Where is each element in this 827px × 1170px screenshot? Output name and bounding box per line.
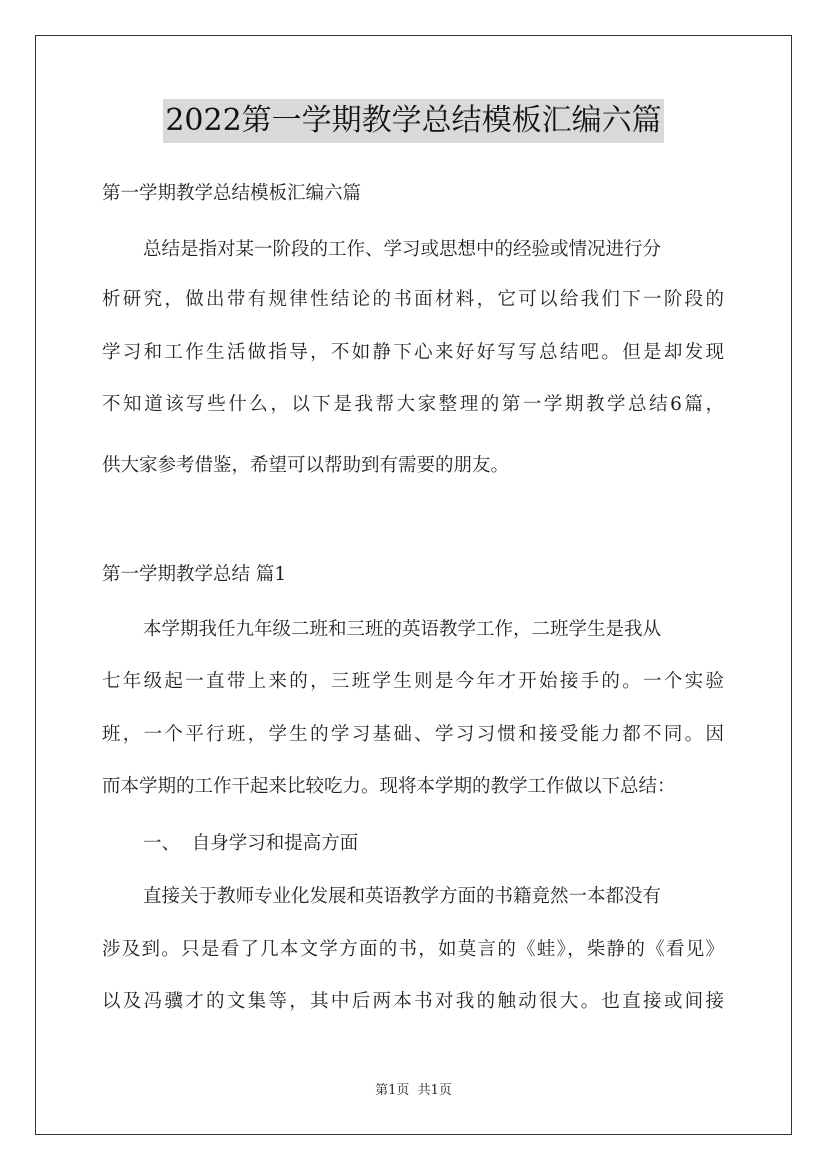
intro-paragraph-line: 不知道该写些什么，以下是我帮大家整理的第一学期教学总结6篇， [102,394,724,415]
intro-paragraph-line: 总结是指对某一阶段的工作、学习或思想中的经验或情况进行分 [143,239,662,260]
subheading: 一、 自身学习和提高方面 [143,833,359,854]
section-paragraph-line: 而本学期的工作干起来比较吃力。现将本学期的教学工作做以下总结： [102,776,676,797]
page-footer: 第1页 共1页 [375,1083,452,1098]
sub-paragraph-line: 直接关于教师专业化发展和英语教学方面的书籍竟然一本都没有 [143,886,662,907]
document-subtitle: 第一学期教学总结模板汇编六篇 [102,183,362,204]
intro-paragraph-line: 析研究，做出带有规律性结论的书面材料，它可以给我们下一阶段的 [102,289,724,310]
sub-paragraph-line: 以及冯骥才的文集等，其中后两本书对我的触动很大。也直接或间接 [102,991,724,1012]
section-heading: 第一学期教学总结 篇1 [102,564,287,585]
title-container [0,99,827,143]
section-paragraph-line: 本学期我任九年级二班和三班的英语教学工作，二班学生是我从 [143,619,662,640]
intro-paragraph-line: 学习和工作生活做指导，不如静下心来好好写写总结吧。但是却发现 [102,342,724,363]
intro-paragraph-line: 供大家参考借鉴，希望可以帮助到有需要的朋友。 [102,455,510,476]
sub-paragraph-line: 涉及到。只是看了几本文学方面的书，如莫言的《蛙》，柴静的《看见》 [102,939,724,960]
section-paragraph-line: 班，一个平行班，学生的学习基础、学习习惯和接受能力都不同。因 [102,724,724,745]
section-paragraph-line: 七年级起一直带上来的，三班学生则是今年才开始接手的。一个实验 [102,671,724,692]
document-title: 2022第一学期教学总结模板汇编六篇 [163,99,663,143]
